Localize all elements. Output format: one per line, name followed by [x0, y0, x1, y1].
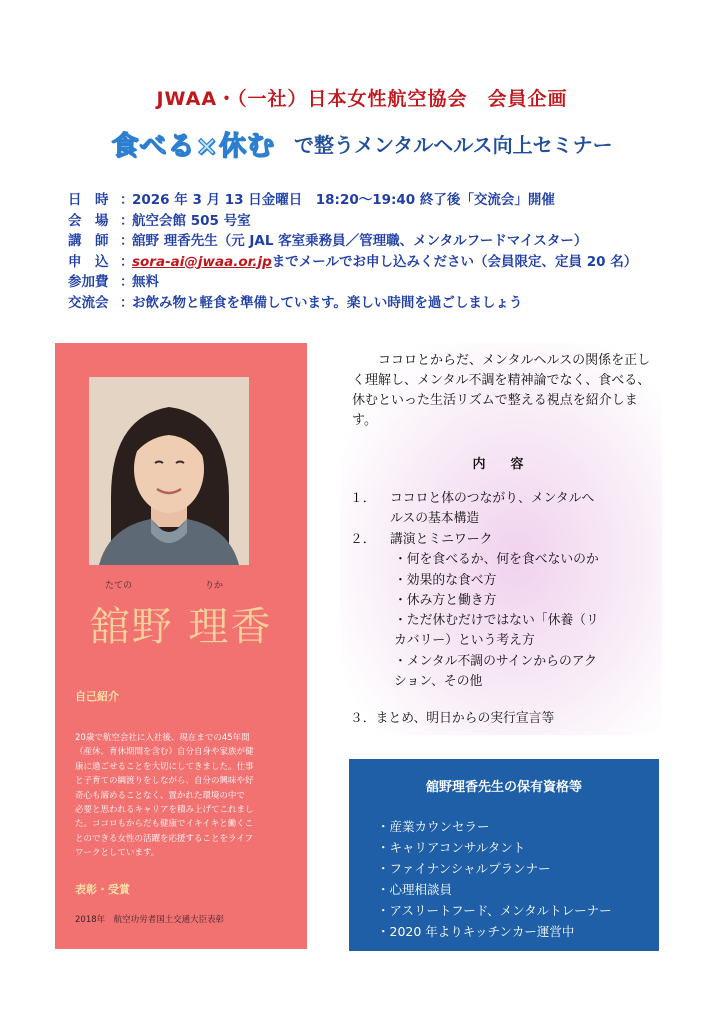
seminar-content-box	[340, 343, 662, 735]
bio-line: （産休、育休期間を含む）自分自身や家族が健	[75, 747, 254, 758]
contents-heading: 内 容	[472, 457, 530, 472]
item-text: ココロと体のつながり、メンタルへ	[390, 491, 595, 506]
qualification-item: ・ファイナンシャルプランナー	[377, 861, 551, 876]
item-number: １．	[350, 491, 376, 506]
award-heading: 表彰・受賞	[75, 883, 130, 896]
lecturer-profile-panel	[55, 343, 307, 949]
info-value: 無料	[132, 274, 159, 290]
info-row-venue: 会 場 ：航空会館 505 号室	[68, 211, 698, 232]
qualification-item: ・産業カウンセラー	[377, 819, 490, 834]
content-subitem: ・メンタル不調のサインからのアク	[394, 654, 597, 669]
item-number: ２．	[350, 532, 376, 547]
bio-line: とのできる女性の活躍を応援することをライフ	[75, 833, 253, 844]
content-item-3: ３．まとめ、明日からの実行宣言等	[350, 711, 555, 726]
qualifications-box	[349, 759, 659, 951]
seminar-title	[0, 124, 724, 163]
bio-line: 奇心も諦めることなく、置かれた環境の中で	[75, 790, 245, 801]
award-text: 2018年 航空功労者国土交通大臣表彰	[75, 915, 225, 925]
info-label: 日 時	[68, 192, 109, 208]
info-row-application: 申 込 ：sora-ai@jwaa.or.jpまでメールでお申し込みください（会員限定、定員 20 名）	[68, 252, 698, 273]
portrait-illustration	[89, 377, 249, 565]
qualification-item: ・キャリアコンサルタント	[377, 840, 526, 855]
info-row-social: 交流会 ：お飲み物と軽食を準備しています。楽しい時間を過ごしましょう	[68, 293, 698, 314]
item-text: 講演とミニワーク	[390, 532, 493, 547]
info-label: 会 場	[68, 212, 109, 229]
content-item-1-cont: ルスの基本構造	[390, 511, 480, 526]
content-subitem: ・何を食べるか、何を食べないのか	[394, 552, 599, 567]
intro-text: ココロとからだ、メンタルヘルスの関係を正しく理解し、メンタル不調を精神論でなく、食べる、休むといった生活リズムで整える視点を紹介します。	[352, 353, 651, 428]
lecturer-name: 舘野 理香	[89, 604, 273, 650]
ruby-given: りか	[205, 581, 224, 591]
content-item-2	[350, 528, 492, 547]
qualification-item: ・アスリートフード、メンタルトレーナー	[377, 903, 612, 918]
qualification-item: ・2020 年よりキッチンカー運営中	[377, 924, 575, 939]
ruby-family: たての	[105, 581, 133, 591]
content-subitem: ・休み方と働き方	[394, 593, 497, 608]
info-row-lecturer: 講 師 ：舘野 理香先生（元 JAL 客室乗務員／管理職、メンタルフードマイスター）	[68, 231, 698, 252]
event-info	[68, 190, 698, 313]
info-row-datetime: 日 時 ：2026 年 3 月 13 日金曜日 18:20～19:40 終了後「交流会」開催	[68, 190, 698, 211]
lecturer-photo	[89, 377, 249, 565]
bio-line: と子育ての綱渡りをしながら、自分の興味や好	[75, 776, 254, 787]
email-link[interactable]: sora-ai@jwaa.or.jp	[132, 253, 272, 270]
bio-text	[75, 731, 287, 861]
bio-line: た。ココロもからだも健康でイキイキと働くこ	[75, 819, 254, 830]
info-value: 2026 年 3 月 13 日金曜日 18:20～19:40 終了後「交流会」開催	[132, 192, 555, 208]
info-value: 航空会館 505 号室	[132, 212, 251, 229]
content-subitem: ・ただ休むだけではない「休養（リ	[394, 613, 599, 628]
bio-heading: 自己紹介	[75, 690, 119, 703]
content-subitem-cont: カバリー）という考え方	[394, 633, 535, 648]
content-subitem: ・効果的な食べ方	[394, 573, 497, 588]
bio-line: 必要と思われるキャリアを積み上げてこれまし	[75, 805, 254, 816]
info-label: 申 込	[68, 253, 109, 270]
seminar-title-rest: で整うメンタルヘルス向上セミナー	[294, 133, 613, 157]
info-label: 交流会	[68, 294, 109, 311]
seminar-title-highlight: 食べる×休む	[111, 131, 275, 162]
bio-line: ワークとしています。	[75, 848, 160, 859]
info-value: お飲み物と軽食を準備しています。楽しい時間を過ごしましょう	[132, 294, 523, 311]
info-value: までメールでお申し込みください（会員限定、定員 20 名）	[271, 253, 638, 270]
info-value: 舘野 理香先生（元 JAL 客室乗務員／管理職、メンタルフードマイスター）	[132, 233, 588, 249]
info-row-fee: 参加費 ：無料	[68, 272, 698, 293]
header-title: JWAA・（一社）日本女性航空協会 会員企画	[156, 88, 568, 110]
qualifications-title: 舘野理香先生の保有資格等	[425, 780, 582, 795]
qualification-item: ・心理相談員	[377, 882, 453, 897]
content-item-1	[350, 487, 594, 506]
content-subitem-cont: ション、その他	[394, 674, 483, 689]
bio-line: 康に過ごせることを大切にしてきました。仕事	[75, 761, 254, 772]
bio-line: 20歳で航空会社に入社後、現在までの45年間	[75, 733, 250, 743]
info-label: 講 師	[68, 233, 109, 249]
info-label: 参加費	[68, 274, 109, 290]
